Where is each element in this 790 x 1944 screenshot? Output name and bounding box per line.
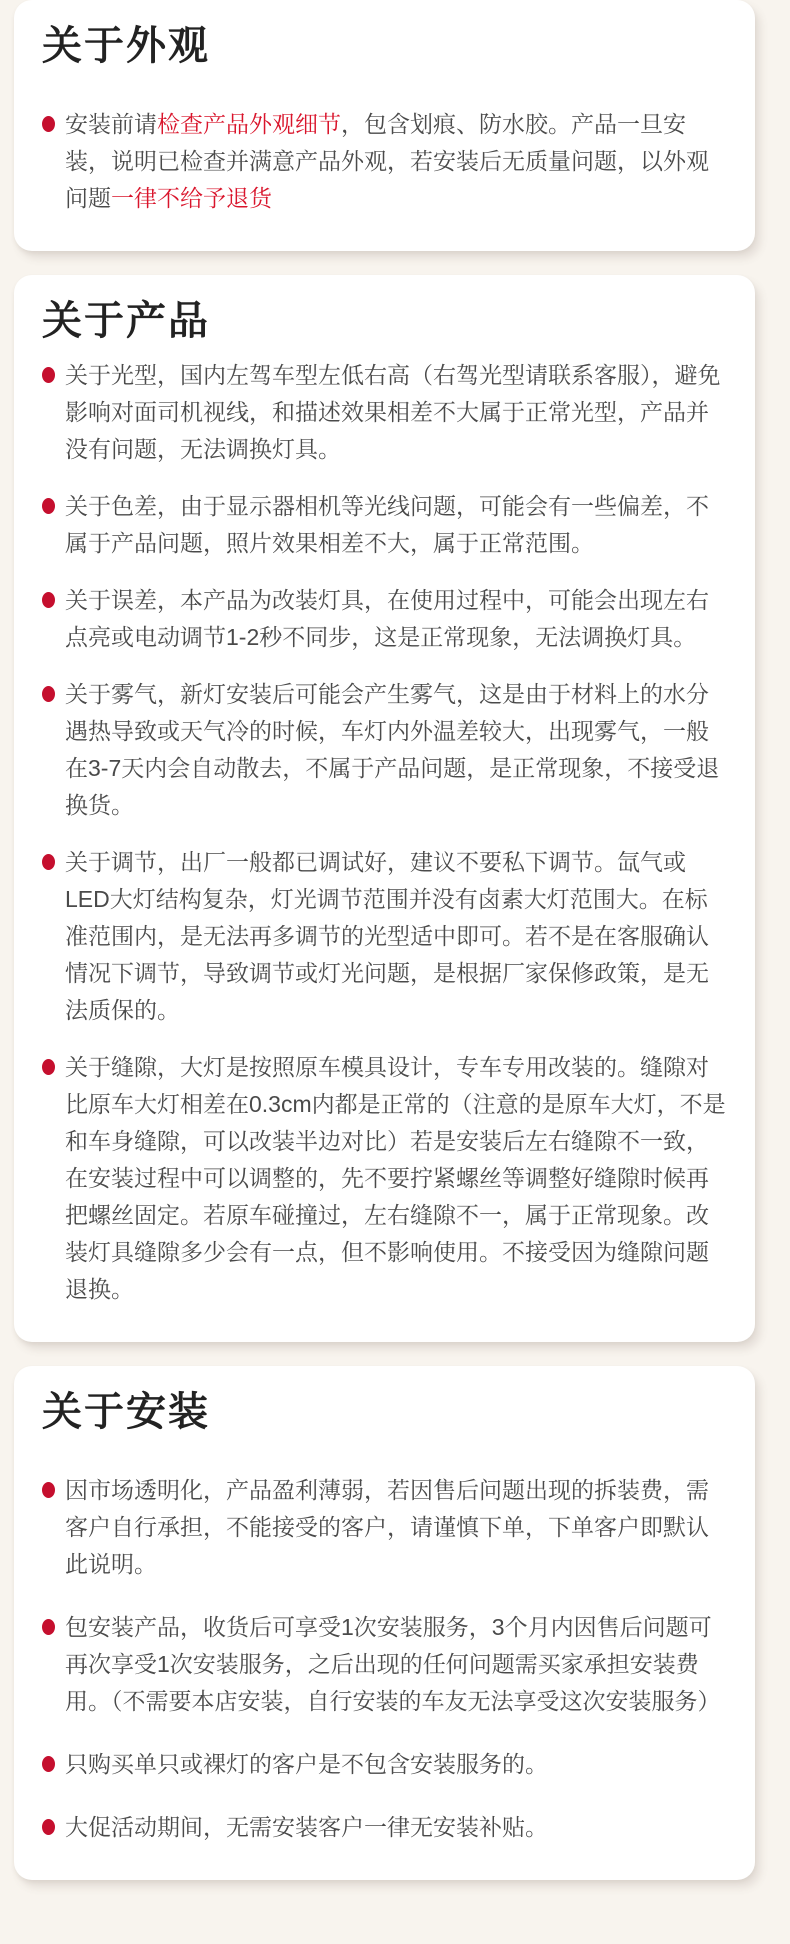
notice-item-text [65,357,727,468]
notice-item [42,676,727,824]
notice-text-segment: 安装前请 [65,111,157,137]
section-items [42,1472,727,1846]
bullet-icon [42,592,55,608]
notice-section-card [14,1366,755,1880]
notice-text-highlight: 检查产品外观细节 [157,111,341,137]
notice-section-card [14,275,755,1342]
notice-text-segment: 关于缝隙，大灯是按照原车模具设计，专车专用改装的。缝隙对比原车大灯相差在0.3cm内都是正常的（注意的是原车大灯，不是和车身缝隙，可以改装半边对比）若是安装后左右缝隙不一致，在安装过程中可以调整的，先不要拧紧螺丝等调整好缝隙时候再把螺丝固定。若原车碰撞过，左右缝隙不一，属于正常现象。改装灯具缝隙多少会有一点，但不影响使用。不接受因为缝隙问题退换。 [65,1054,726,1302]
notice-item [42,1746,727,1783]
bullet-icon [42,1482,55,1498]
notice-item [42,106,727,217]
notice-item [42,1809,727,1846]
notice-item-text [65,1609,727,1720]
notice-item-text [65,676,727,824]
notice-item-text [65,1472,727,1583]
notice-item-text [65,1809,548,1846]
bullet-icon [42,686,55,702]
notice-item-text [65,844,727,1029]
notice-section-card [14,0,755,251]
section-items [42,106,727,217]
notice-item-text [65,1746,548,1783]
notice-item [42,357,727,468]
notice-text-segment: 关于色差，由于显示器相机等光线问题，可能会有一些偏差，不属于产品问题，照片效果相差不大，属于正常范围。 [65,493,709,556]
notice-item [42,582,727,656]
bullet-icon [42,116,55,132]
notice-text-segment: 大促活动期间，无需安装客户一律无安装补贴。 [65,1814,548,1840]
notice-text-segment: 关于雾气，新灯安装后可能会产生雾气，这是由于材料上的水分遇热导致或天气冷的时候，车灯内外温差较大，出现雾气，一般在3-7天内会自动散去，不属于产品问题，是正常现象，不接受退换货。 [65,681,720,818]
notice-text-segment: 关于调节，出厂一般都已调试好，建议不要私下调节。氙气或LED大灯结构复杂，灯光调节范围并没有卤素大灯范围大。在标准范围内，是无法再多调节的光型适中即可。若不是在客服确认情况下调节，导致调节或灯光问题，是根据厂家保修政策，是无法质保的。 [65,849,709,1023]
bullet-icon [42,1819,55,1835]
notice-item [42,488,727,562]
notice-text-segment: ，包含划痕、防水胶。产品一旦安装，说明已检查并满意产品外观，若安装后无质量问题，以外观问题 [65,111,709,211]
notice-text-segment: 关于光型，国内左驾车型左低右高（右驾光型请联系客服），避免影响对面司机视线，和描述效果相差不大属于正常光型，产品并没有问题，无法调换灯具。 [65,362,721,462]
bullet-icon [42,1059,55,1075]
notice-item-text [65,1049,727,1308]
section-items [42,357,727,1308]
notice-item [42,1049,727,1308]
notice-item-text [65,106,727,217]
notice-text-segment: 关于误差，本产品为改装灯具，在使用过程中，可能会出现左右点亮或电动调节1-2秒不同步，这是正常现象，无法调换灯具。 [65,587,709,650]
notice-item [42,1609,727,1720]
section-title: 关于产品 [42,299,210,343]
bullet-icon [42,1619,55,1635]
bullet-icon [42,498,55,514]
bullet-icon [42,1756,55,1772]
notice-item [42,844,727,1029]
section-title: 关于安装 [42,1390,210,1434]
notice-text-highlight: 一律不给予退货 [111,185,272,211]
bullet-icon [42,854,55,870]
section-title: 关于外观 [42,24,210,68]
notice-item [42,1472,727,1583]
notice-text-segment: 只购买单只或裸灯的客户是不包含安装服务的。 [65,1751,548,1777]
notice-item-text [65,582,727,656]
bullet-icon [42,367,55,383]
notice-text-segment: 因市场透明化，产品盈利薄弱，若因售后问题出现的拆装费，需客户自行承担，不能接受的客户，请谨慎下单，下单客户即默认此说明。 [65,1477,709,1577]
notice-item-text [65,488,727,562]
notice-text-segment: 包安装产品，收货后可享受1次安装服务，3个月内因售后问题可再次享受1次安装服务，之后出现的任何问题需买家承担安装费用。（不需要本店安装，自行安装的车友无法享受这次安装服务） [65,1614,721,1714]
